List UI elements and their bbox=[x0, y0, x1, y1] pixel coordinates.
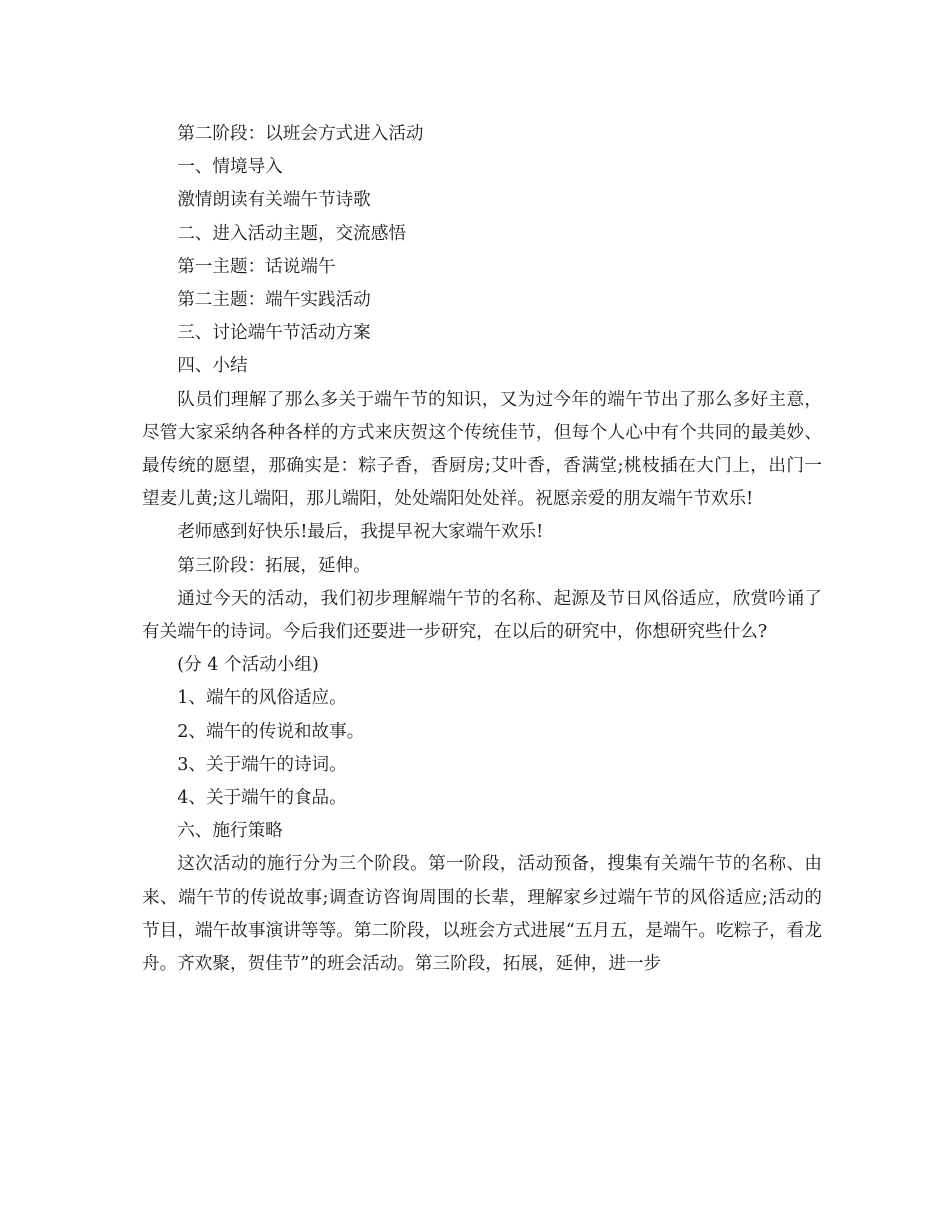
paragraph-section-one: 一、情境导入 bbox=[177, 157, 283, 178]
paragraph: 这次活动的施行分为三个阶段。第一阶段，活动预备，搜集有关端午节的名称、由来、端午节的传说故事;调查访咨询周围的长辈，理解家乡过端午节的风俗适应;活动的节目，端午故事演讲等等。第二阶段，以班会方式进展“五月五，是端午。吃粽子，看龙舟。齐欢聚，贺佳节”的班会活动。第三阶段，拓展，延伸，进一步 bbox=[142, 854, 822, 975]
list-item: 2、端午的传说和故事。 bbox=[177, 721, 365, 742]
paragraph: 第一主题：话说端午 bbox=[177, 256, 336, 277]
paragraph-stage-three-heading: 第三阶段：拓展，延伸。 bbox=[177, 555, 371, 576]
paragraph-section-six: 六、施行策略 bbox=[177, 821, 283, 842]
paragraph: 激情朗读有关端午节诗歌 bbox=[177, 190, 371, 211]
paragraph: 老师感到好快乐!最后，我提早祝大家端午欢乐! bbox=[177, 522, 544, 543]
paragraph: 通过今天的活动，我们初步理解端午节的名称、起源及节日风俗适应，欣赏吟诵了有关端午的诗词。今后我们还要进一步研究，在以后的研究中，你想研究些什么? bbox=[142, 588, 822, 643]
list-item: 1、端午的风俗适应。 bbox=[177, 688, 347, 709]
list-item: 3、关于端午的诗词。 bbox=[177, 754, 347, 775]
paragraph-section-four: 四、小结 bbox=[177, 356, 248, 377]
paragraph-stage-two-heading: 第二阶段：以班会方式进入活动 bbox=[177, 124, 424, 144]
paragraph-section-two: 二、进入活动主题，交流感悟 bbox=[177, 223, 406, 244]
paragraph: (分 4 个活动小组) bbox=[177, 655, 319, 676]
paragraph: 第二主题：端午实践活动 bbox=[177, 290, 371, 311]
document-body bbox=[142, 118, 822, 981]
list-item: 4、关于端午的食品。 bbox=[177, 788, 347, 809]
paragraph-section-three: 三、讨论端午节活动方案 bbox=[177, 323, 371, 344]
paragraph-summary: 队员们理解了那么多关于端午节的知识，又为过今年的端午节出了那么多好主意，尽管大家采纳各种各样的方式来庆贺这个传统佳节，但每个人心中有个共同的最美妙、最传统的愿望，那确实是：粽子香，香厨房;艾叶香，香满堂;桃枝插在大门上，出门一望麦儿黄;这儿端阳，那儿端阳，处处端阳处处祥。祝愿亲爱的朋友端午节欢乐! bbox=[142, 389, 822, 510]
